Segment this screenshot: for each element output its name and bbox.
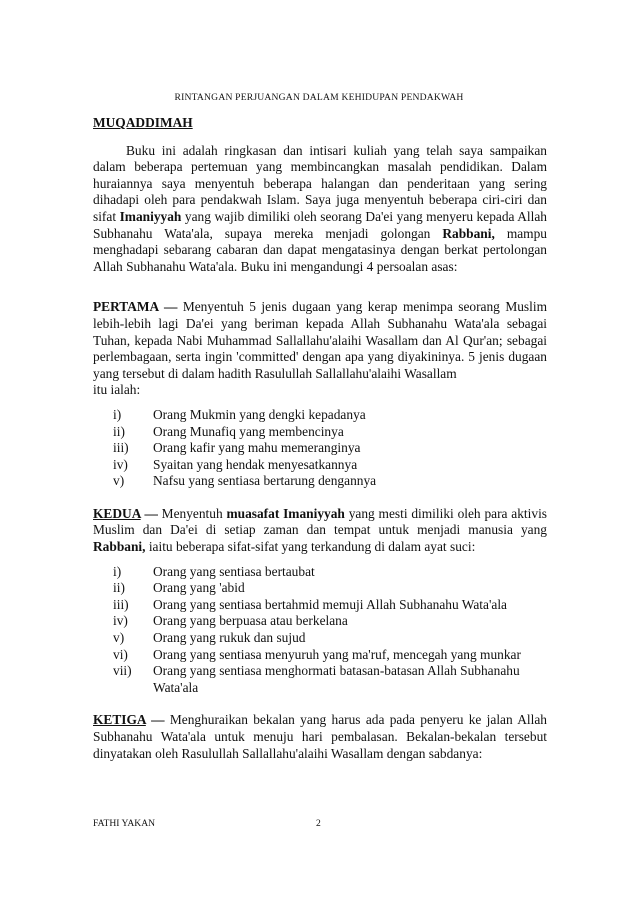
kedua-bold-rabbani: Rabbani, xyxy=(93,539,146,555)
intro-bold-rabbani: Rabbani, xyxy=(442,225,495,241)
list-item-number: i) xyxy=(113,406,122,422)
kedua-list xyxy=(93,564,547,697)
list-item-text: Orang yang sentiasa menghormati batasan-batasan Allah Subhanahu Wata'ala xyxy=(153,663,520,695)
spacer xyxy=(93,696,547,712)
kedua-dash: — xyxy=(140,505,162,521)
list-item-number: iii) xyxy=(113,596,129,612)
intro-text-1: Buku ini adalah ringkasan dan intisari kuliah yang telah saya sampaikan dalam beberapa pertemuan yang membincangkan masalah pendidikan. Dalam huraiannya saya menyentuh beberapa halangan dan penderitaan yang sering dihadapi oleh para pendakwah Islam. Saya juga menyentuh beberapa ciri-ciri dan sifat xyxy=(93,142,547,224)
list-item xyxy=(93,457,547,474)
pertama-paragraph xyxy=(93,299,547,382)
kedua-paragraph xyxy=(93,506,547,556)
list-item-text: Orang Munafiq yang membencinya xyxy=(153,423,344,439)
intro-text-2: yang wajib dimiliki oleh seorang Da'ei yang menyeru kepada Allah Subhanahu Wata'ala, supaya mereka menjadi golongan xyxy=(93,208,548,241)
list-item-text: Syaitan yang hendak menyesatkannya xyxy=(153,456,358,472)
list-item xyxy=(93,424,547,441)
list-item xyxy=(93,407,547,424)
list-item-number: ii) xyxy=(113,580,125,596)
list-item-number: vi) xyxy=(113,646,128,662)
list-item-number: v) xyxy=(113,630,125,646)
kedua-text-2: yang mesti dimiliki oleh para aktivis Muslim dan Da'ei di setiap zaman dan tempat untuk menjadi manusia yang xyxy=(93,505,548,538)
list-item-number: v) xyxy=(113,473,125,489)
section-title: MUQADDIMAH xyxy=(93,115,193,130)
footer-author: FATHI YAKAN xyxy=(93,818,156,829)
ketiga-text: Menghuraikan bekalan yang harus ada pada penyeru ke jalan Allah Subhanahu Wata'ala untuk menuju hari pembalasan. Bekalan-bekalan tersebut dinyatakan oleh Rasulullah Sallallahu'alaihi Wasallam dengan sabdanya: xyxy=(93,712,547,761)
pertama-label: PERTAMA xyxy=(93,299,159,315)
list-item-number: i) xyxy=(113,563,122,579)
ketiga-dash: — xyxy=(145,712,170,728)
intro-bold-imaniyyah: Imaniyyah xyxy=(119,208,182,224)
list-item-text: Orang yang berpuasa atau berkelana xyxy=(153,613,348,629)
list-item xyxy=(93,647,547,664)
kedua-text-1: Menyentuh xyxy=(161,505,227,521)
list-item-number: iii) xyxy=(113,440,129,456)
list-item xyxy=(93,613,547,630)
page-body xyxy=(93,115,547,762)
spacer xyxy=(93,490,547,506)
list-item xyxy=(93,597,547,614)
list-item-number: iv) xyxy=(113,456,128,472)
list-item xyxy=(93,473,547,490)
kedua-text-3: iaitu beberapa sifat-sifat yang terkandung di dalam ayat suci: xyxy=(145,539,476,555)
list-item-text: Orang yang sentiasa bertaubat xyxy=(153,563,315,579)
pertama-tail: itu ialah: xyxy=(93,382,141,398)
list-item xyxy=(93,580,547,597)
list-item-text: Orang yang rukuk dan sujud xyxy=(153,630,306,646)
list-item-text: Orang yang 'abid xyxy=(153,580,245,596)
list-item-text: Orang kafir yang mahu memeranginya xyxy=(153,440,361,456)
list-item-number: iv) xyxy=(113,613,128,629)
list-item-number: vii) xyxy=(113,663,132,679)
intro-text-3: mampu menghadapi sebarang cabaran dan dapat mengatasinya dengan berkat pertolongan Allah Subhanahu Wata'ala. Buku ini mengandungi 4 persoalan asas: xyxy=(93,225,547,274)
list-item-text: Orang yang sentiasa menyuruh yang ma'ruf, mencegah yang munkar xyxy=(153,646,521,662)
page-number: 2 xyxy=(316,818,321,829)
list-item-text: Orang yang sentiasa bertahmid memuji Allah Subhanahu Wata'ala xyxy=(153,596,507,612)
list-item xyxy=(93,663,547,696)
ketiga-paragraph xyxy=(93,712,547,762)
kedua-bold-muasafat: muasafat Imaniyyah xyxy=(226,505,345,521)
intro-paragraph xyxy=(93,143,547,276)
list-item xyxy=(93,630,547,647)
pertama-list xyxy=(93,407,547,490)
list-item-text: Nafsu yang sentiasa bertarung dengannya xyxy=(153,473,377,489)
list-item-number: ii) xyxy=(113,423,125,439)
list-item-text: Orang Mukmin yang dengki kepadanya xyxy=(153,406,366,422)
list-item xyxy=(93,440,547,457)
ketiga-label: KETIGA xyxy=(93,712,146,728)
list-item xyxy=(93,564,547,581)
spacer xyxy=(93,275,547,291)
pertama-dash: — xyxy=(158,299,183,315)
running-header: RINTANGAN PERJUANGAN DALAM KEHIDUPAN PENDAKWAH xyxy=(174,92,464,103)
pertama-text: Menyentuh 5 jenis dugaan yang kerap menimpa seorang Muslim lebih-lebih lagi Da'ei yang beriman kepada Allah Subhanahu Wata'ala sebagai Tuhan, kepada Nabi Muhammad Sallallahu'alaihi Wasallam dan Al Qur'an; sebagai perlembagaan, serta ingin 'committed' dengan apa yang diyakininya. 5 jenis dugaan yang tersebut di dalam hadith Rasulullah Sallallahu'alaihi Wasallam xyxy=(93,299,547,381)
kedua-label: KEDUA xyxy=(93,505,141,521)
spacer xyxy=(93,291,547,299)
